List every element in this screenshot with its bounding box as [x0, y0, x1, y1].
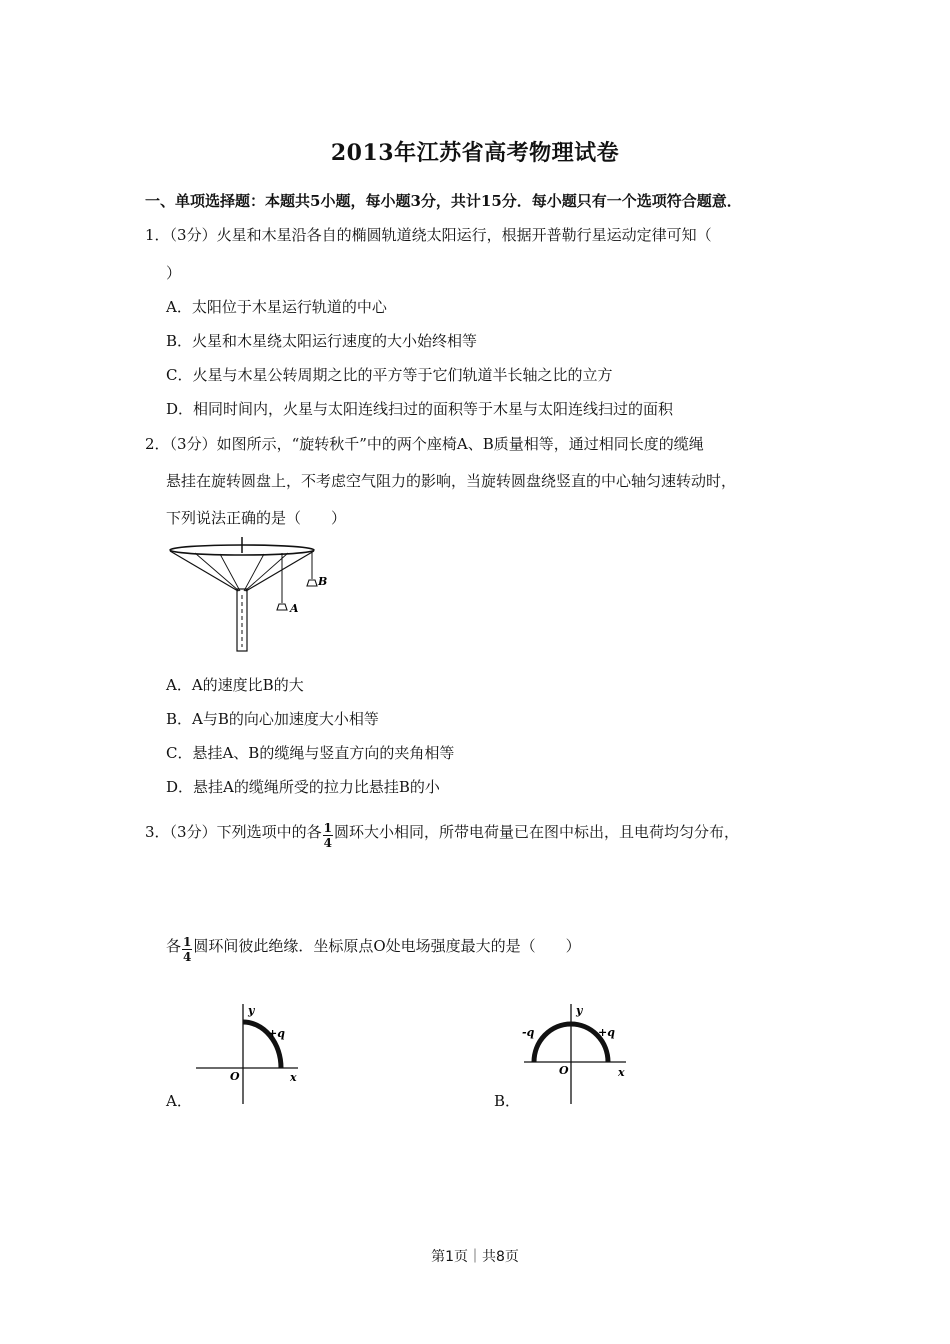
- q3-figure-a: [190, 1000, 310, 1108]
- q3-option-b-label: B．: [494, 1092, 521, 1110]
- q1-option-b: B．火星和木星绕太阳运行速度的大小始终相等: [166, 332, 478, 350]
- q1-stem-line1: 1．（3分）火星和木星沿各自的椭圆轨道绕太阳运行，根据开普勒行星运动定律可知（: [145, 226, 712, 244]
- q1-option-a: A．太阳位于木星运行轨道的中心: [166, 298, 387, 316]
- page-title: 2013年江苏省高考物理试卷: [330, 140, 620, 166]
- fig-b-x-label: x: [618, 1066, 625, 1079]
- fig-a-origin-label: O: [230, 1070, 240, 1083]
- fig-a-x-label: x: [290, 1071, 297, 1084]
- q3-stem-line1: [145, 821, 739, 850]
- q3-stem-line2-start: 各: [166, 937, 182, 955]
- q2-option-c: C．悬挂A、B的缆绳与竖直方向的夹角相等: [166, 744, 455, 762]
- q3-stem-line2-end: 圆环间彼此绝缘．坐标原点O处电场强度最大的是（ ）: [193, 937, 581, 955]
- fig-b-charge-left-label: -q: [522, 1026, 535, 1039]
- q3-stem-line1-start: 3．（3分）下列选项中的各: [145, 823, 322, 841]
- fraction-denominator: 4: [323, 836, 332, 850]
- q2-stem-line1: 2．（3分）如图所示，“旋转秋千”中的两个座椅A、B质量相等，通过相同长度的缆绳: [145, 435, 704, 453]
- fraction-numerator: 1: [323, 821, 332, 835]
- q2-option-a: A．A的速度比B的大: [166, 676, 304, 694]
- q2-stem-line2: 悬挂在旋转圆盘上，不考虑空气阻力的影响，当旋转圆盘绕竖直的中心轴匀速转动时，: [166, 472, 737, 490]
- fraction-numerator: 1: [183, 935, 192, 949]
- quarter-fraction: [182, 935, 192, 964]
- q1-option-c: C．火星与木星公转周期之比的平方等于它们轨道半长轴之比的立方: [166, 366, 613, 384]
- label-seat-b: B: [318, 575, 328, 588]
- q2-option-b: B．A与B的向心加速度大小相等: [166, 710, 379, 728]
- q1-option-d: D．相同时间内，火星与太阳连线扫过的面积等于木星与太阳连线扫过的面积: [166, 400, 674, 418]
- q2-stem-line3: 下列说法正确的是（ ）: [166, 509, 347, 527]
- q3-figure-b: [510, 1000, 635, 1108]
- q3-stem-line2: [166, 935, 581, 964]
- fig-b-y-label: y: [576, 1004, 583, 1017]
- section-heading: 一、单项选择题：本题共5小题，每小题3分，共计15分．每小题只有一个选项符合题意．: [145, 192, 742, 210]
- q2-option-d: D．悬挂A的缆绳所受的拉力比悬挂B的小: [166, 778, 440, 796]
- fraction-denominator: 4: [183, 950, 192, 964]
- q3-stem-line1-end: 圆环大小相同，所带电荷量已在图中标出，且电荷均匀分布，: [333, 823, 739, 841]
- fig-a-y-label: y: [248, 1004, 255, 1017]
- fig-b-charge-right-label: +q: [598, 1026, 615, 1039]
- quarter-fraction: [323, 821, 333, 850]
- q1-stem-line2: ）: [166, 264, 182, 282]
- label-seat-a: A: [290, 602, 299, 615]
- page-footer: 第1页｜共8页: [431, 1249, 519, 1265]
- fig-a-charge-label: +q: [268, 1027, 285, 1040]
- q3-option-a-label: A．: [166, 1092, 192, 1110]
- fig-b-origin-label: O: [559, 1064, 569, 1077]
- swing-ride-figure: [160, 535, 350, 655]
